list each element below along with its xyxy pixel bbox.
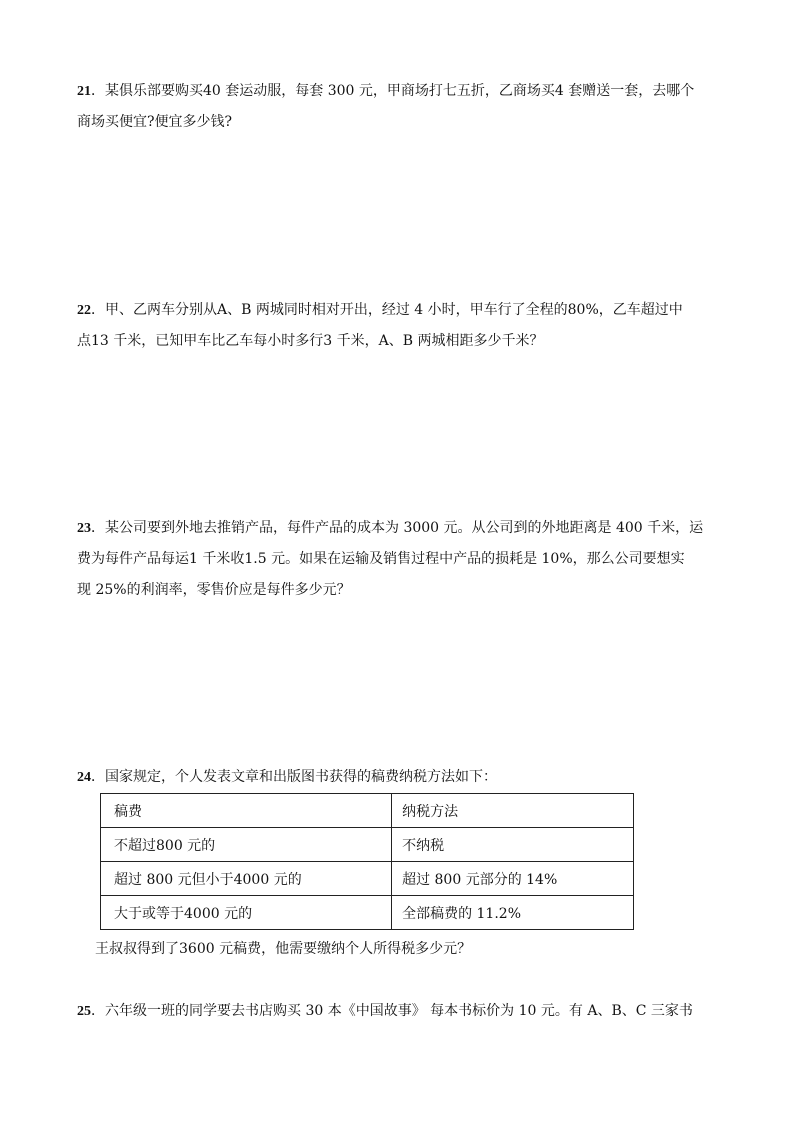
table-cell: 超过 800 元部分的 14% — [392, 862, 634, 896]
table-row — [101, 828, 634, 862]
table-cell: 不纳税 — [392, 828, 634, 862]
table-header-cell: 稿费 — [101, 794, 392, 828]
question-23-number: 23 — [77, 521, 91, 536]
table-cell: 全部稿费的 11.2% — [392, 896, 634, 930]
question-22-text-1: ．甲、乙两车分别从A、B 两城同时相对开出，经过 4 小时，甲车行了全程的80%，乙车超过中 — [91, 302, 683, 318]
question-23-text-1: ．某公司要到外地去推销产品，每件产品的成本为 3000 元。从公司到的外地距离是 400 千米，运 — [91, 520, 704, 536]
question-25-line-1 — [77, 996, 717, 1027]
question-25-text-1: ．六年级一班的同学要去书店购买 30 本《中国故事》 每本书标价为 10 元。有 A、B、C 三家书 — [91, 1003, 693, 1019]
question-23 — [77, 513, 717, 606]
question-21-number: 21 — [77, 84, 91, 99]
question-22-line-1 — [77, 295, 717, 326]
question-25 — [77, 996, 717, 1027]
question-23-line-2: 费为每件产品每运1 千米收1.5 元。如果在运输及销售过程中产品的损耗是 10%，那么公司要想实 — [77, 551, 685, 567]
tax-table — [100, 793, 634, 930]
question-21-line-2: 商场买便宜?便宜多少钱? — [77, 114, 233, 130]
table-cell: 超过 800 元但小于4000 元的 — [101, 862, 392, 896]
question-24-followup: 王叔叔得到了3600 元稿费，他需要缴纳个人所得税多少元？ — [95, 941, 472, 957]
question-22-line-2: 点13 千米，已知甲车比乙车每小时多行3 千米，A、B 两城相距多少千米？ — [77, 333, 544, 349]
question-24 — [77, 762, 717, 793]
question-21-text-1: ．某俱乐部要购买40 套运动服，每套 300 元，甲商场打七五折，乙商场买4 套赠送一套，去哪个 — [91, 83, 695, 99]
question-21-line-1 — [77, 76, 717, 107]
table-cell: 大于或等于4000 元的 — [101, 896, 392, 930]
table-row — [101, 862, 634, 896]
question-23-line-3: 现 25%的利润率，零售价应是每件多少元？ — [77, 582, 351, 598]
question-25-number: 25 — [77, 1004, 91, 1019]
question-22 — [77, 295, 717, 357]
table-row — [101, 896, 634, 930]
question-23-line-1 — [77, 513, 717, 544]
table-cell: 不超过800 元的 — [101, 828, 392, 862]
question-21 — [77, 76, 717, 138]
question-24-number: 24 — [77, 770, 91, 785]
table-header-row — [101, 794, 634, 828]
question-24-line-1 — [77, 762, 717, 793]
table-header-cell: 纳税方法 — [392, 794, 634, 828]
question-24-text-1: ．国家规定，个人发表文章和出版图书获得的稿费纳税方法如下： — [91, 769, 497, 785]
question-22-number: 22 — [77, 303, 91, 318]
